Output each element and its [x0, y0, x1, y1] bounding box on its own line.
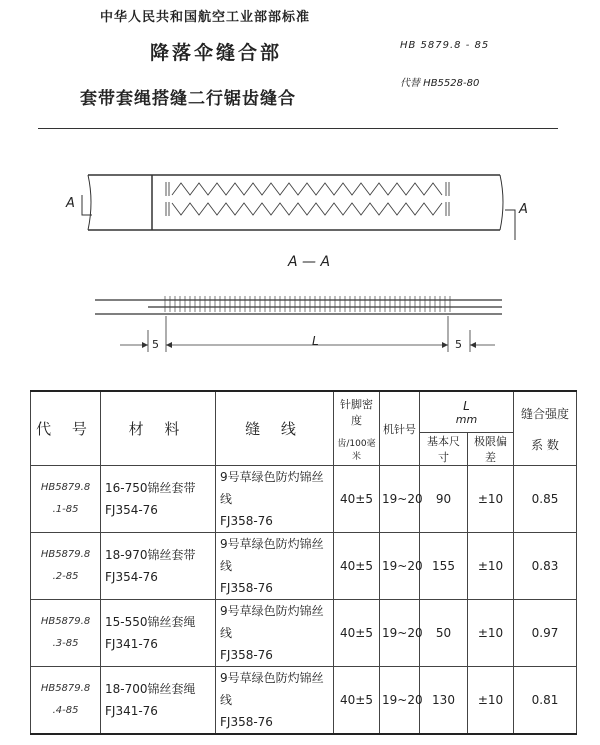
row-density: 40±5 — [334, 600, 380, 667]
dim-right-value: 5 — [455, 338, 462, 351]
row-basic-size: 155 — [420, 533, 468, 600]
strength-header-bottom: 系 数 — [531, 437, 559, 452]
row-code: HB5879.8 .2-85 — [31, 533, 101, 600]
row-needle: 19~20 — [380, 667, 420, 735]
zigzag-row-1 — [172, 183, 442, 195]
stitch-hatching — [165, 296, 450, 312]
density-header-top: 针脚密度 — [340, 397, 373, 427]
standard-code: HB 5879.8 - 85 — [400, 40, 490, 51]
row-basic-size: 50 — [420, 600, 468, 667]
row-needle: 19~20 — [380, 533, 420, 600]
document-subtitle: 套带套绳搭缝二行锯齿缝合 — [80, 89, 296, 109]
section-marker-left: A — [66, 196, 75, 211]
col-header-thread: 缝 线 — [216, 391, 334, 466]
row-thread: 9号草绿色防灼锦丝线 FJ358-76 — [216, 533, 334, 600]
table-header-row — [31, 391, 577, 433]
strength-header-top: 缝合强度 — [520, 406, 569, 421]
row-thread: 9号草绿色防灼锦丝线 FJ358-76 — [216, 667, 334, 735]
density-header-bottom: 齿/100毫米 — [337, 438, 376, 462]
row-coefficient: 0.97 — [514, 600, 577, 667]
table-row — [31, 533, 577, 600]
replaced-code: 代替 HB5528-80 — [400, 78, 480, 89]
row-material: 16-750锦丝套带 FJ354-76 — [101, 466, 216, 533]
dim-length-label: L — [312, 334, 319, 348]
col-header-L — [420, 391, 514, 433]
row-needle: 19~20 — [380, 466, 420, 533]
row-density: 40±5 — [334, 466, 380, 533]
col-header-material: 材 料 — [101, 391, 216, 466]
row-code: HB5879.8 .3-85 — [31, 600, 101, 667]
spec-table — [30, 390, 577, 735]
row-code: HB5879.8 .4-85 — [31, 667, 101, 735]
row-limit-dev: ±10 — [468, 533, 514, 600]
row-coefficient: 0.81 — [514, 667, 577, 735]
col-header-strength — [514, 391, 577, 466]
table-row — [31, 667, 577, 735]
col-header-basic-size: 基本尺寸 — [420, 433, 468, 466]
row-limit-dev: ±10 — [468, 667, 514, 735]
row-basic-size: 90 — [420, 466, 468, 533]
row-material: 18-970锦丝套带 FJ354-76 — [101, 533, 216, 600]
row-material: 18-700锦丝套绳 FJ341-76 — [101, 667, 216, 735]
table-row — [31, 466, 577, 533]
row-code: HB5879.8 .1-85 — [31, 466, 101, 533]
row-basic-size: 130 — [420, 667, 468, 735]
standard-org: 中华人民共和国航空工业部部标准 — [100, 10, 311, 25]
row-limit-dev: ±10 — [468, 466, 514, 533]
table-row — [31, 600, 577, 667]
section-marker-right: A — [519, 202, 528, 217]
row-thread: 9号草绿色防灼锦丝线 FJ358-76 — [216, 466, 334, 533]
row-limit-dev: ±10 — [468, 600, 514, 667]
L-label: L — [463, 398, 470, 413]
row-density: 40±5 — [334, 667, 380, 735]
row-coefficient: 0.83 — [514, 533, 577, 600]
section-caption: A — A — [288, 254, 331, 270]
row-thread: 9号草绿色防灼锦丝线 FJ358-76 — [216, 600, 334, 667]
L-unit: mm — [455, 412, 478, 426]
row-coefficient: 0.85 — [514, 466, 577, 533]
col-header-density — [334, 391, 380, 466]
zigzag-row-2 — [172, 203, 442, 215]
row-density: 40±5 — [334, 533, 380, 600]
dim-left-value: 5 — [152, 338, 159, 351]
row-material: 15-550锦丝套绳 FJ341-76 — [101, 600, 216, 667]
col-header-code: 代 号 — [31, 391, 101, 466]
col-header-limit-dev: 极限偏差 — [468, 433, 514, 466]
row-needle: 19~20 — [380, 600, 420, 667]
document-title: 降落伞缝合部 — [150, 42, 283, 64]
col-header-needle: 机针号 — [380, 391, 420, 466]
